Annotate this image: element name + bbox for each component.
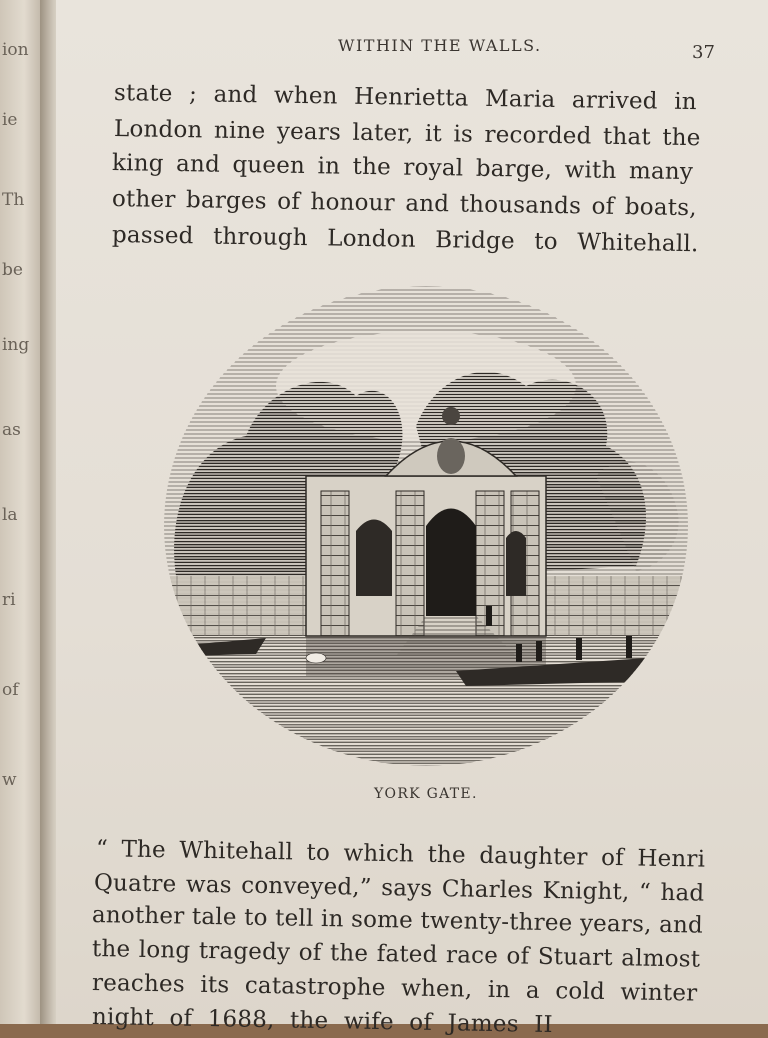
text-line: state ; and when Henrietta Maria arrived in: [113, 80, 697, 116]
text-line: reaches its catastrophe when, in a cold winter: [91, 970, 698, 1007]
text-line: other barges of honour and thousands of boats,: [111, 186, 697, 222]
text-line: another tale to tell in some twenty-three years, and: [91, 902, 704, 939]
text-line: king and queen in the royal barge, with many: [111, 150, 694, 186]
text-line: the long tragedy of the fated race of Stuart almost: [91, 936, 701, 973]
text-line: Quatre was conveyed,” says Charles Knight, “ had: [93, 870, 705, 907]
facing-page-edge: ion ie Th be ing as la ri of w: [0, 0, 44, 1024]
book-page: [56, 0, 768, 1038]
text-line: “ The Whitehall to which the daughter of Henri: [95, 836, 706, 873]
figure-caption: YORK GATE.: [374, 786, 478, 802]
page-number: 37: [692, 42, 715, 63]
text-line: passed through London Bridge to Whitehall.: [111, 222, 699, 258]
york-gate-engraving: [156, 276, 696, 786]
running-head: WITHIN THE WALLS.: [338, 36, 542, 55]
text-line: night of 1688, the wife of James II: [91, 1004, 554, 1038]
text-line: London nine years later, it is recorded that the: [113, 116, 701, 152]
